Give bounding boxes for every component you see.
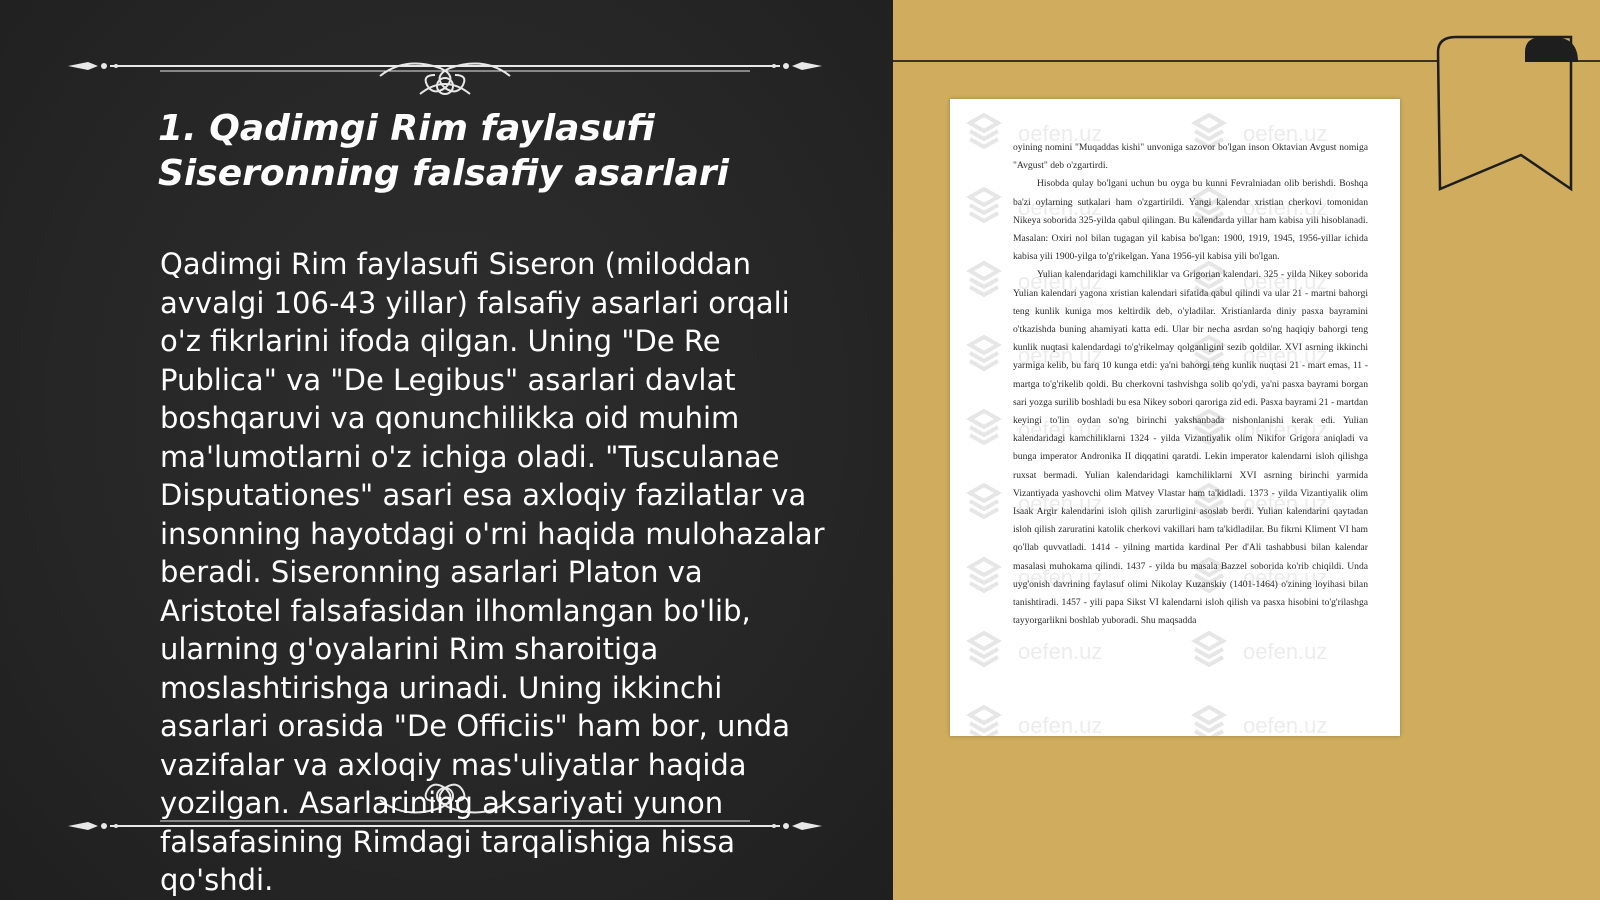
slide-title: 1. Qadimgi Rim faylasufi Siseronning falsafiy asarlari — [158, 108, 729, 194]
slide-body-text: Qadimgi Rim faylasufi Siseron (miloddan avvalgi 106-43 yillar) falsafiy asarlari orqali o'z fikrlarini ifoda qilgan. Uning "De Re Publica" va "De Legibus" asarlari davlat boshqaruvi va qonunchilikka oid muhim ma'lumotlarni o'z ichiga oladi. "Tusculanae Disputationes" asari esa axloqiy fazilatlar va insonning hayotdagi o'rni haqida mulohazalar beradi. Siseronning asarlari Platon va Aristotel falsafasidan ilhomlangan bo'lib, ularning g'oyalarini Rim sharoitiga moslashtirishga urinadi. Uning ikkinchi asarlari orasida "De Officiis" ham bor, unda vazifalar va axloqiy mas'uliyatlar haqida yozilgan. Asarlarining aksariyati yunon falsafasining Rimdagi tarqalishiga hissa qo'shdi. — [160, 247, 825, 897]
document-paragraph: Yulian kalendaridagi kamchiliklar va Grigorian kalendari. 325 - yilda Nikey soborida Yulian kalendari yagona xristian kalendari sifatida qabul qilindi va ular 21 - martni bahorgi teng kunlik kuniga mos keltirdik deb, o'yladilar. Xristianlarda diniy pasxa bayramini o'tkazishda buning ahamiyati katta edi. Ular bir necha asrdan so'ng haqiqiy bahorgi teng kunlik nuqtasi kalendardagi to'g'rikelmay qolganligini sezib qoldilar. XVI asrning ikkinchi yarmiga kelib, bu farq 10 kunga etdi: ya'ni bahorgi teng kunlik nuqtasi 21 - mart emas, 11 - martga to'g'rikelib qoldi. Bu cherkovni tashvishga solib qo'ydi, ya'ni pasxa bayrami borgan sari yozga surilib boshladi bu esa Nikey sobori qaroriga zid edi. Pasxa bayrami 21 - martdan keyingi to'lin oydan so'ng birinchi yakshanbada nishonlanishi kerak edi. Yulian kalendaridagi kamchiliklarni 1324 - yilda Vizantiyalik olim Nikifor Grigora aniqladi va bunga imperator Andronika II diqqatini qaratdi. Lekin imperator kalendarni isloh qilishga ruxsat bermadi. Yulian kalendaridagi kamchiliklarni XVI asrning birinchi yarmida Vizantiyada yashovchi olim Matvey Vlastar ham ta'kidladi. 1373 - yilda Vizantiyalik olim Isaak Argir kalendarini isloh qilish zarurligini asoslab berdi. Yulian kalendarini qaytadan isloh qilish zaruratini katolik cherkovi vakillari ham ta'kidladilar. Bu fikrni Kliment VI ham qo'llab quvvatladi. 1414 - yilning martida kardinal Per d'Ali tashabbusi bilan kalendar masalasi muhokama qilindi. 1437 - yilda bu masala Bazzel soborida ko'rib chiqildi. Unda uyg'onish davrining faylasuf olimi Nikolay Kuzanskiy (1401-1464) o'zining loyihasi bilan tanishtiradi. 1457 - yili papa Sikst VI kalendarni isloh qilish va pasxa hisobini to'g'rilashga tayyorgarlikni boshlab yuboradi. Shu maqsadda — [1013, 269, 1368, 627]
document-page-image — [950, 99, 1400, 736]
document-text — [1013, 139, 1368, 630]
document-paragraph: Hisobda qulay bo'lgani uchun bu oyga bu kunni Fevralniadan olib berishdi. Boshqa ba'zi oylarning sutkalari ham o'zgartirildi. Yangi kalendar xristian cherkovi tomonidan Nikeya soborida 325-yilda qabul qilingan. Bu kalendarda yillar ham kabisa yili hisoblanadi. Masalan: Oxiri nol bilan tugagan yil kabisa bo'lgan: 1900, 1919, 1945, 1956-yillar ichida kabisa yili 1900-yilga to'g'rikelgan. Yana 1956-yil kabisa yili bo'lgan. — [1013, 178, 1368, 263]
bookmark-ribbon-icon — [1430, 34, 1600, 204]
top-ornament-divider — [60, 36, 830, 96]
document-paragraph: oyining nomini "Muqaddas kishi" unvoniga sazovor bo'lgan inson Oktavian Avgust nomiga "Avgust" deb o'zgartirdi. — [1013, 142, 1368, 172]
